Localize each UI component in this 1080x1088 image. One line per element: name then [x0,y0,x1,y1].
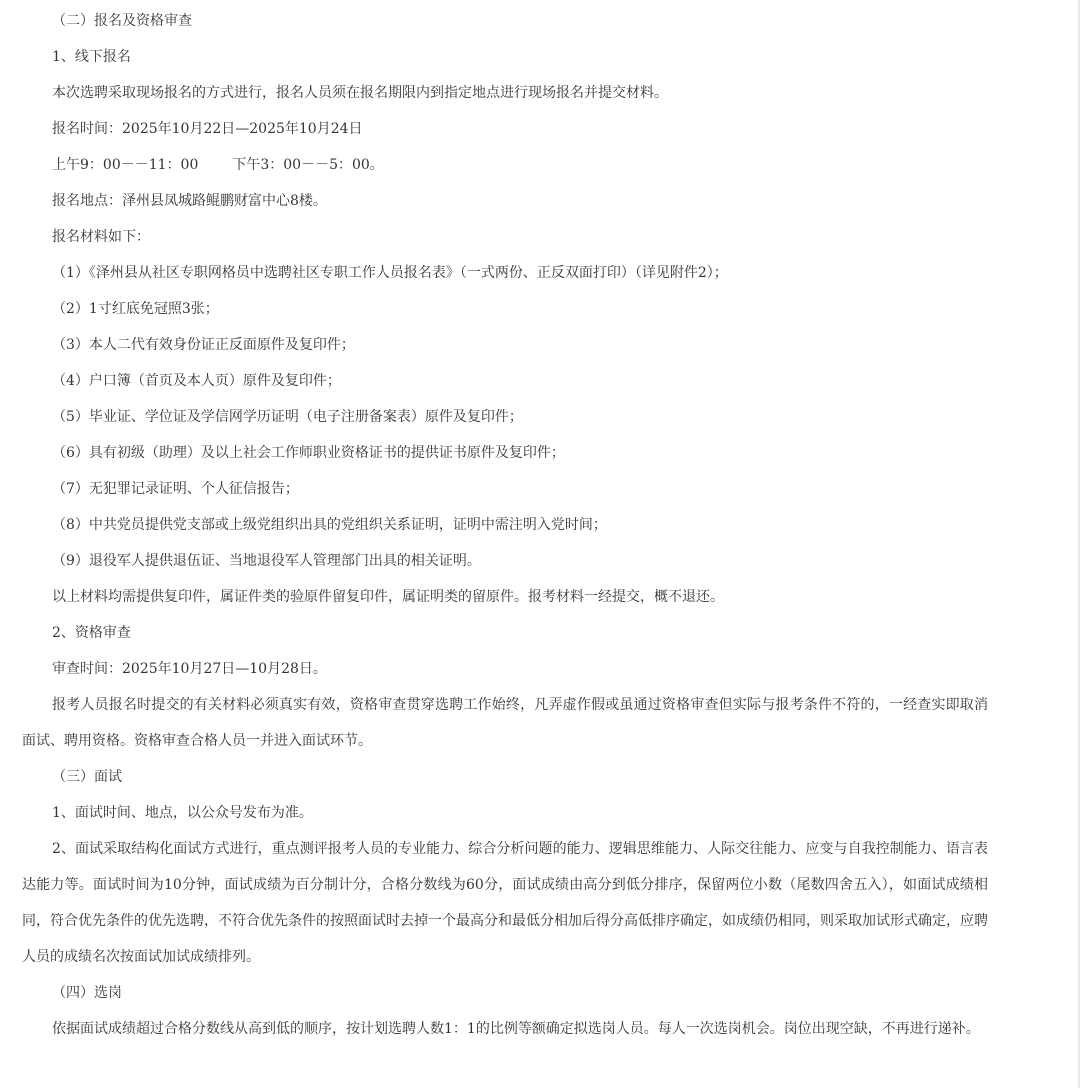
materials-heading: 报名材料如下： [52,229,150,245]
registration-location-line: 报名地点：泽州县凤城路鲲鹏财富中心8楼。 [52,193,327,209]
material-item-9: （9）退役军人提供退伍证、当地退役军人管理部门出具的相关证明。 [52,553,481,569]
selection-paragraph: 依据面试成绩超过合格分数线从高到低的顺序，按计划选聘人数1：1的比例等额确定拟选岗人员。每人一次选岗机会。岗位出现空缺，不再进行递补。 [52,1021,980,1037]
material-item-6: （6）具有初级（助理）及以上社会工作师职业资格证书的提供证书原件及复印件； [52,445,565,461]
document-content [22,3,988,1047]
material-item-5: （5）毕业证、学位证及学信网学历证明（电子注册备案表）原件及复印件； [52,409,523,425]
registration-hours-line [22,147,988,183]
material-item-2: （2）1寸红底免冠照3张； [52,301,219,317]
material-item-7: （7）无犯罪记录证明、个人征信报告； [52,481,299,497]
materials-note: 以上材料均需提供复印件，属证件类的验原件留复印件，属证明类的留原件。报考材料一经提交，概不退还。 [52,589,724,605]
review-time-line: 审查时间：2025年10月27日—10月28日。 [52,661,327,677]
review-paragraph: 报考人员报名时提交的有关材料必须真实有效，资格审查贯穿选聘工作始终，凡弄虚作假或虽通过资格审查但实际与报考条件不符的，一经查实即取消面试、聘用资格。资格审查合格人员一并进入面试环节。 [22,697,988,749]
registration-time-line: 报名时间：2025年10月22日—2025年10月24日 [52,121,363,137]
morning-hours: 上午9：00－－11：00 [52,157,199,173]
material-item-1: （1）《泽州县从社区专职网格员中选聘社区专职工作人员报名表》（一式两份、正反双面打印）（详见附件2）； [52,265,728,281]
offline-registration-heading: 1、线下报名 [52,49,131,65]
section-2-heading: （二）报名及资格审查 [52,13,192,29]
section-4-heading: （四）选岗 [52,985,122,1001]
afternoon-hours: 下午3：00－－5：00。 [232,157,384,173]
section-3-heading: （三）面试 [52,769,122,785]
material-item-8: （8）中共党员提供党支部或上级党组织出具的党组织关系证明，证明中需注明入党时间； [52,517,607,533]
interview-item-1: 1、面试时间、地点，以公众号发布为准。 [52,805,313,821]
qualification-review-heading: 2、资格审查 [52,625,131,641]
material-item-4: （4）户口簿（首页及本人页）原件及复印件； [52,373,341,389]
interview-item-2: 2、面试采取结构化面试方式进行，重点测评报考人员的专业能力、综合分析问题的能力、逻辑思维能力、人际交往能力、应变与自我控制能力、语言表达能力等。面试时间为10分钟，面试成绩为百分制计分，合格分数线为60分，面试成绩由高分到低分排序，保留两位小数（尾数四舍五入），如面试成绩相同，符合优先条件的优先选聘，不符合优先条件的按照面试时去掉一个最高分和最低分相加后得分高低排序确定，如成绩仍相同，则采取加试形式确定，应聘人员的成绩名次按面试加试成绩排列。 [22,841,988,965]
offline-registration-intro: 本次选聘采取现场报名的方式进行，报名人员须在报名期限内到指定地点进行现场报名并提交材料。 [52,85,668,101]
material-item-3: （3）本人二代有效身份证正反面原件及复印件； [52,337,355,353]
